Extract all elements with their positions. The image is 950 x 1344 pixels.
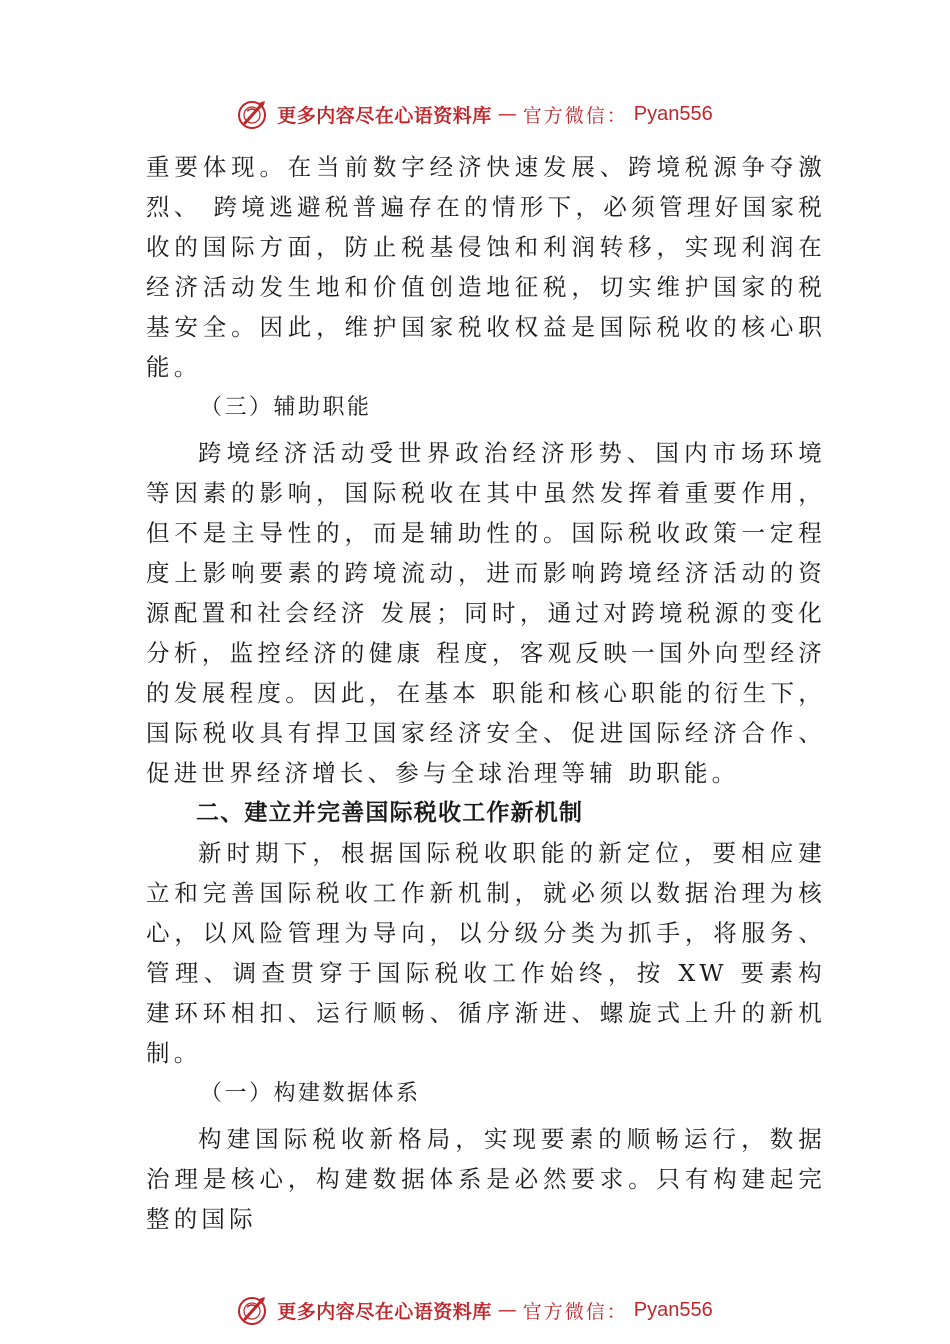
paragraph-data-system: 构建国际税收新格局，实现要素的顺畅运行，数据治理是核心，构建数据体系是必然要求。只有构建起完整的国际 — [146, 1125, 826, 1233]
banner-separator: — — [497, 1299, 517, 1321]
chapter-heading-new-mechanism: 二、建立并完善国际税收工作新机制 — [196, 800, 584, 826]
section-heading-auxiliary-function: （三）辅助职能 — [200, 395, 372, 420]
footer-watermark-banner — [0, 1290, 950, 1330]
banner-wechat-label: 官方微信： — [522, 104, 628, 127]
paragraph-new-mechanism: 新时期下，根据国际税收职能的新定位，要相应建立和完善国际税收工作新机制，就必须以数据治理为核心，以风险管理为导向，以分级分类为抓手，将服务、管理、调查贯穿于国际税收工作始终，按 XW 要素构建环环相扣、运行顺畅、循序渐进、螺旋式上升的新机制。 — [146, 839, 826, 1067]
banner-wechat-id: Pyan556 — [633, 102, 713, 125]
paragraph-core-function-end: 重要体现。在当前数字经济快速发展、跨境税源争夺激烈、 跨境逃避税普遍存在的情形下，必须管理好国家税收的国际方面，防止税基侵蚀和利润转移，实现利润在经济活动发生地和价值创造地征税，切实维护国家的税基安全。因此，维护国家税收权益是国际税收的核心职能。 — [146, 153, 826, 381]
banner-wechat-id: Pyan556 — [633, 1298, 713, 1321]
banner-main-text: 更多内容尽在心语资料库 — [277, 104, 492, 127]
section-heading-data-system: （一）构建数据体系 — [200, 1081, 421, 1106]
logo-icon — [237, 1293, 271, 1327]
banner-wechat-label: 官方微信： — [522, 1300, 628, 1323]
document-body — [146, 147, 826, 1239]
paragraph-auxiliary-function: 跨境经济活动受世界政治经济形势、国内市场环境等因素的影响，国际税收在其中虽然发挥着重要作用，但不是主导性的，而是辅助性的。国际税收政策一定程度上影响要素的跨境流动，进而影响跨境经济活动的资源配置和社会经济 发展；同时，通过对跨境税源的变化分析，监控经济的健康 程度，客观反映一国外向型经济的发展程度。因此，在基本 职能和核心职能的衍生下，国际税收具有捍卫国家经济安全、促进国际经济合作、促进世界经济增长、参与全球治理等辅 助职能。 — [146, 439, 826, 787]
logo-icon — [237, 97, 271, 131]
banner-separator: — — [497, 103, 517, 125]
header-watermark-banner — [0, 94, 950, 134]
banner-main-text: 更多内容尽在心语资料库 — [277, 1300, 492, 1323]
